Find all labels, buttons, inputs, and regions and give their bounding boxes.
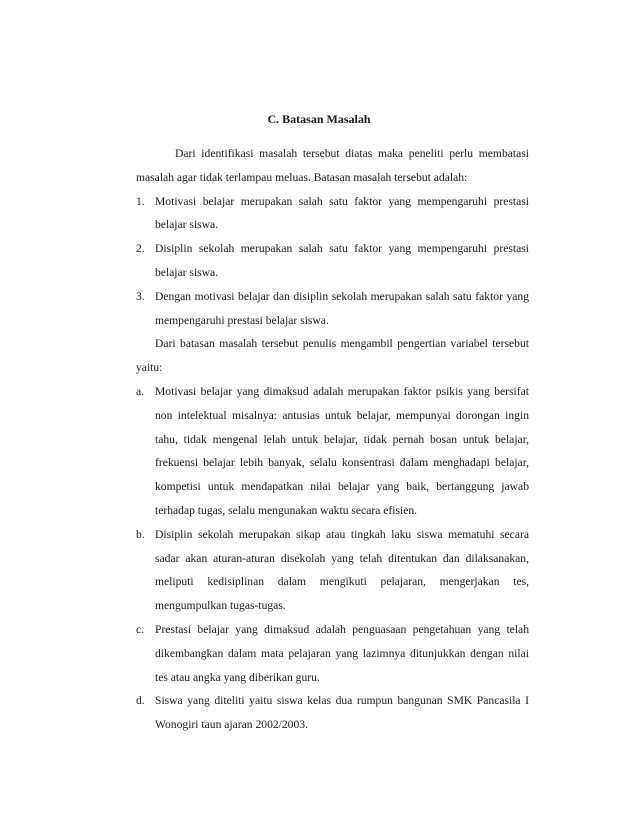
lettered-item: [136, 380, 529, 523]
numbered-item: [136, 190, 529, 238]
item-marker: a.: [136, 384, 145, 398]
item-marker: 1.: [136, 194, 145, 208]
intro-paragraph: Dari identifikasi masalah tersebut diatas maka peneliti perlu membatasi masalah agar tidak terlampau meluas. Batasan masalah tersebut adalah:: [136, 147, 529, 184]
item-text: Disiplin sekolah merupakan salah satu faktor yang mempengaruhi prestasi belajar siswa.: [155, 242, 529, 279]
transition-paragraph: Dari batasan masalah tersebut penulis mengambil pengertian variabel tersebut yaitu:: [136, 337, 529, 375]
document-body: [136, 142, 529, 737]
item-text: Motivasi belajar yang dimaksud adalah merupakan faktor psikis yang bersifat non intelektual misalnya: antusias untuk belajar, mempunyai dorongan ingin tahu, tidak mengenal lelah untuk belajar, tidak pernah bosan untuk belajar, frekuensi belajar lebih banyak, selalu konsentrasi dalam menghadapi belajar, kompetisi untuk mendapatkan nilai belajar yang baik, bertanggung jawab terhadap tugas, selalu mengunakan waktu secara efisien.: [155, 384, 529, 517]
item-text: Dengan motivasi belajar dan disiplin sekolah merupakan salah satu faktor yang mempengaruhi prestasi belajar siswa.: [155, 289, 529, 327]
lettered-item: [136, 523, 529, 618]
item-marker: 3.: [136, 289, 145, 303]
numbered-item: [136, 237, 529, 285]
lettered-item: [136, 689, 529, 737]
numbered-item: [136, 285, 529, 333]
item-text: Prestasi belajar yang dimaksud adalah penguasaan pengetahuan yang telah dikembangkan dalam mata pelajaran yang lazimnya ditunjukkan dengan nilai tes atau angka yang diberikan guru.: [155, 622, 529, 684]
item-marker: c.: [136, 622, 145, 636]
item-marker: b.: [136, 527, 145, 541]
item-text: Siswa yang diteliti yaitu siswa kelas dua rumpun bangunan SMK Pancasila I Wonogiri taun ajaran 2002/2003.: [155, 694, 529, 732]
item-marker: 2.: [136, 242, 145, 256]
item-text: Disiplin sekolah merupakan sikap atau tingkah laku siswa mematuhi secara sadar akan aturan-aturan disekolah yang telah ditentukan dan dilaksanakan, meliputi kedisiplinan dalam mengikuti pelajaran, mengerjakan tes, mengumpulkan tugas-tugas.: [155, 527, 529, 613]
lettered-item: [136, 618, 529, 689]
item-text: Motivasi belajar merupakan salah satu faktor yang mempengaruhi prestasi belajar siswa.: [155, 194, 529, 232]
item-marker: d.: [136, 694, 145, 708]
section-heading: C. Batasan Masalah: [267, 112, 371, 126]
